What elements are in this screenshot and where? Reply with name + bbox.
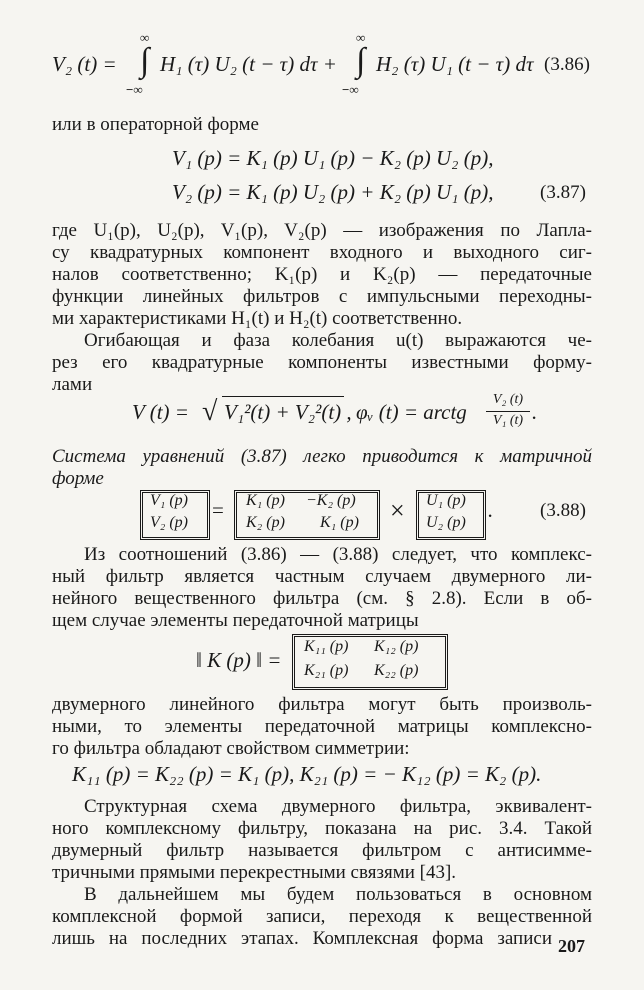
radical-sign: √ <box>202 396 218 427</box>
eq387-number: (3.87) <box>540 182 586 203</box>
k12: −K₂ (p) <box>306 492 356 509</box>
eq386-term2: H₂ (τ) U₁ (t − τ) dτ <box>376 52 534 76</box>
kmat-21: K₂₁ (p) <box>304 662 349 679</box>
phase-numerator: V₂ (t) <box>492 392 524 407</box>
page-number: 207 <box>558 936 585 956</box>
radical-overline <box>222 396 344 397</box>
para6-line-3: двумерный фильтр называется фильтром с антисимме- <box>52 840 592 861</box>
phase-fraction-bar <box>486 411 530 412</box>
para1-line-5: ми характеристиками H₁(t) и H₂(t) соответственно. <box>52 308 463 329</box>
para4-line-2: ный фильтр является частным случаем двумерного ли- <box>52 566 592 587</box>
integral2-lower: −∞ <box>342 82 359 97</box>
equation-symmetry: K₁₁ (p) = K₂₂ (p) = K₁ (p), K₂₁ (p) = − K₁₂ (p) = K₂ (p). <box>72 762 542 786</box>
para7-line-3: лишь на последних этапах. Комплексная форма записи <box>52 928 552 949</box>
para1-line-2: су квадратурных компонент входного и выходного сиг- <box>52 242 592 263</box>
eq387-line1: V₁ (p) = K₁ (p) U₁ (p) − K₂ (p) U₂ (p), <box>172 146 494 170</box>
para5-line-2: ными, то элементы передаточной матрицы комплексно- <box>52 716 592 737</box>
eq388-equals: = <box>212 498 224 522</box>
para4-line-4: щем случае элементы передаточной матрицы <box>52 610 419 631</box>
para5-line-3: го фильтра обладают свойством симметрии: <box>52 738 410 759</box>
kmat-lhs: ‖ K (p) ‖ = <box>196 648 282 672</box>
para4-line-3: нейного вещественного фильтра (см. § 2.8). Если в об- <box>52 588 592 609</box>
phase-denominator: V₁ (t) <box>492 413 524 428</box>
integral-sign-2: ∫ <box>356 42 366 79</box>
para1-line-4: функции линейных фильтров с импульсными переходны- <box>52 286 592 307</box>
env-end: . <box>532 400 538 424</box>
para2-line-3: лами <box>52 374 93 395</box>
u1: U₁ (p) <box>426 492 466 509</box>
u2: U₂ (p) <box>426 514 466 531</box>
para2-line-1: Огибающая и фаза колебания u(t) выражаются че- <box>84 330 592 351</box>
para3-line-2: форме <box>52 468 104 489</box>
env-lhs: V (t) = <box>132 400 189 424</box>
radicand: V₁²(t) + V₂²(t) , <box>224 400 352 424</box>
phase-lhs: φᵥ (t) = arctg <box>356 400 467 424</box>
integral2-upper: ∞ <box>356 30 366 45</box>
k22: K₁ (p) <box>320 514 359 531</box>
para6-line-4: тричными прямыми перекрестными связями [43]. <box>52 862 457 883</box>
para2-line-2: рез его квадратурные компоненты известными форму- <box>52 352 592 373</box>
para3-line-1: Система уравнений (3.87) легко приводится к матричной <box>52 446 592 467</box>
v2: V₂ (p) <box>150 514 188 531</box>
kmat-11: K₁₁ (p) <box>304 638 349 655</box>
para1-line-3: налов соответственно; K₁(p) и K₂(p) — передаточные <box>52 264 592 285</box>
eq387-line2: V₂ (p) = K₁ (p) U₂ (p) + K₂ (p) U₁ (p), <box>172 180 494 204</box>
kmat-12: K₁₂ (p) <box>374 638 419 655</box>
eq386-lhs: V₂ (t) = <box>52 52 117 76</box>
para7-line-2: комплексной формой записи, переходя к вещественной <box>52 906 592 927</box>
integral-sign-1: ∫ <box>140 42 150 79</box>
para1-line-1: где U₁(p), U₂(p), V₁(p), V₂(p) — изображения по Лапла- <box>52 220 592 241</box>
para7-line-1: В дальнейшем мы будем пользоваться в основном <box>84 884 592 905</box>
v1: V₁ (p) <box>150 492 188 509</box>
kmat-22: K₂₂ (p) <box>374 662 419 679</box>
integral1-upper: ∞ <box>140 30 150 45</box>
para6-line-1: Структурная схема двумерного фильтра, эквивалент- <box>84 796 592 817</box>
eq386-term1: H₁ (τ) U₂ (t − τ) dτ + <box>160 52 337 76</box>
integral1-lower: −∞ <box>126 82 143 97</box>
para5-line-1: двумерного линейного фильтра могут быть произволь- <box>52 694 592 715</box>
para4-line-1: Из соотношений (3.86) — (3.88) следует, что комплекс- <box>84 544 592 565</box>
k21: K₂ (p) <box>246 514 285 531</box>
eq386-number: (3.86) <box>544 54 590 75</box>
eq388-number: (3.88) <box>540 500 586 521</box>
text-operator-form: или в операторной форме <box>52 114 259 135</box>
eq388-end: . <box>488 498 494 522</box>
para6-line-2: ного комплексному фильтру, показана на рис. 3.4. Такой <box>52 818 592 839</box>
k11: K₁ (p) <box>246 492 285 509</box>
times-sign: × <box>390 496 405 525</box>
